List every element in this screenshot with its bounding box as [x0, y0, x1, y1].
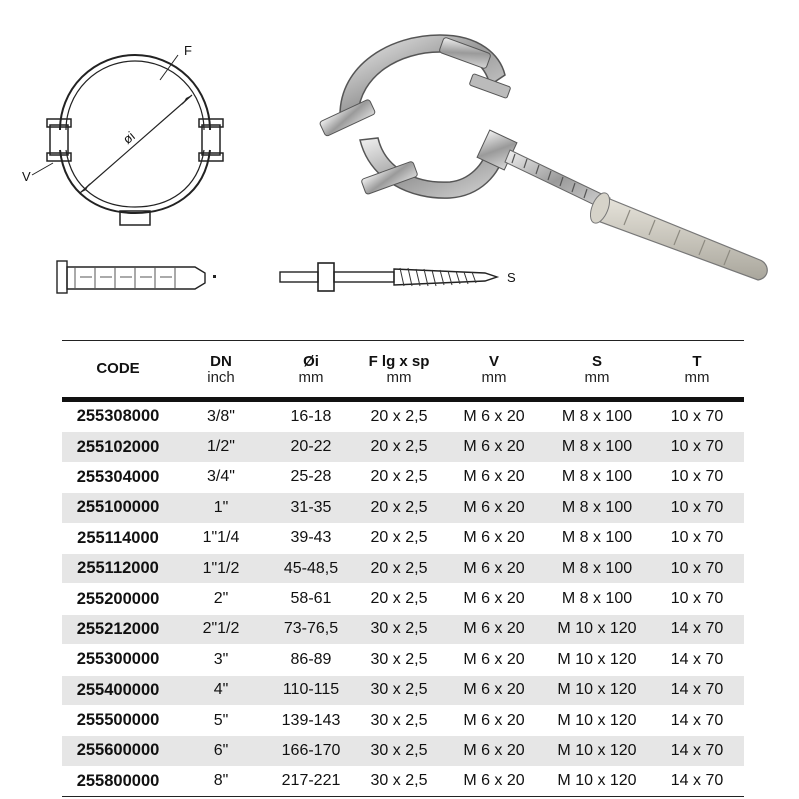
- cell-t: 14 x 70: [650, 736, 744, 766]
- cell-code: 255200000: [62, 584, 174, 614]
- cell-oi: 25-28: [268, 462, 354, 492]
- table-row: [62, 675, 744, 705]
- header-unit: mm: [298, 368, 324, 386]
- cell-v: M 6 x 20: [444, 462, 544, 492]
- cell-code: 255308000: [62, 400, 174, 432]
- cell-f: 20 x 2,5: [354, 553, 444, 583]
- cell-v: M 6 x 20: [444, 675, 544, 705]
- clamp-diagram: [20, 35, 240, 235]
- cell-t: 10 x 70: [650, 553, 744, 583]
- cell-oi: 45-48,5: [268, 553, 354, 583]
- label-s: S: [507, 270, 516, 285]
- table-row: [62, 462, 744, 492]
- cell-oi: 16-18: [268, 400, 354, 432]
- cell-t: 14 x 70: [650, 645, 744, 675]
- cell-t: 14 x 70: [650, 614, 744, 644]
- cell-oi: 110-115: [268, 675, 354, 705]
- cell-dn: 1"1/2: [174, 553, 268, 583]
- header-unit: mm: [684, 368, 710, 386]
- table-row: [62, 523, 744, 553]
- cell-code: 255600000: [62, 736, 174, 766]
- cell-dn: 3/4": [174, 462, 268, 492]
- cell-s: M 10 x 120: [544, 614, 650, 644]
- label-f: F: [184, 43, 192, 58]
- cell-oi: 20-22: [268, 432, 354, 462]
- cell-f: 20 x 2,5: [354, 523, 444, 553]
- cell-dn: 4": [174, 675, 268, 705]
- cell-dn: 1": [174, 493, 268, 523]
- header-main: T: [692, 352, 702, 370]
- cell-oi: 166-170: [268, 736, 354, 766]
- cell-oi: 86-89: [268, 645, 354, 675]
- cell-code: 255304000: [62, 462, 174, 492]
- cell-s: M 8 x 100: [544, 584, 650, 614]
- cell-v: M 6 x 20: [444, 523, 544, 553]
- header-unit: mm: [481, 368, 507, 386]
- header-unit: mm: [584, 368, 610, 386]
- cell-v: M 6 x 20: [444, 645, 544, 675]
- spec-table-body: [62, 400, 744, 797]
- cell-dn: 2": [174, 584, 268, 614]
- header-main: Øi: [303, 352, 319, 370]
- cell-s: M 8 x 100: [544, 553, 650, 583]
- cell-f: 20 x 2,5: [354, 493, 444, 523]
- cell-s: M 8 x 100: [544, 400, 650, 432]
- cell-v: M 6 x 20: [444, 614, 544, 644]
- wall-anchor-drawing: [55, 255, 230, 300]
- cell-f: 30 x 2,5: [354, 675, 444, 705]
- header-f: [354, 341, 444, 400]
- cell-v: M 6 x 20: [444, 553, 544, 583]
- cell-code: 255112000: [62, 553, 174, 583]
- cell-v: M 6 x 20: [444, 705, 544, 735]
- table-row: [62, 493, 744, 523]
- header-v: [444, 341, 544, 400]
- table-row: [62, 614, 744, 644]
- cell-oi: 31-35: [268, 493, 354, 523]
- cell-t: 14 x 70: [650, 766, 744, 796]
- table-row: [62, 705, 744, 735]
- table-row: [62, 766, 744, 796]
- header-unit: mm: [386, 368, 412, 386]
- header-t: [650, 341, 744, 400]
- cell-s: M 8 x 100: [544, 432, 650, 462]
- cell-dn: 1"1/4: [174, 523, 268, 553]
- header-row: [62, 341, 744, 400]
- header-oi: [268, 341, 354, 400]
- table-row: [62, 432, 744, 462]
- cell-f: 30 x 2,5: [354, 736, 444, 766]
- cell-dn: 3/8": [174, 400, 268, 432]
- cell-v: M 6 x 20: [444, 493, 544, 523]
- table-row: [62, 645, 744, 675]
- header-s: [544, 341, 650, 400]
- header-main: CODE: [96, 360, 140, 377]
- cell-t: 10 x 70: [650, 493, 744, 523]
- cell-s: M 8 x 100: [544, 462, 650, 492]
- cell-code: 255500000: [62, 705, 174, 735]
- cell-s: M 10 x 120: [544, 766, 650, 796]
- label-v: V: [22, 169, 31, 184]
- cell-v: M 6 x 20: [444, 766, 544, 796]
- cell-s: M 10 x 120: [544, 645, 650, 675]
- cell-oi: 217-221: [268, 766, 354, 796]
- cell-f: 30 x 2,5: [354, 645, 444, 675]
- cell-v: M 6 x 20: [444, 736, 544, 766]
- header-main: V: [488, 352, 499, 370]
- spec-table: [62, 340, 744, 797]
- table-row: [62, 736, 744, 766]
- cell-code: 255400000: [62, 675, 174, 705]
- header-dn: [174, 341, 268, 400]
- cell-t: 10 x 70: [650, 584, 744, 614]
- clamp-product-photo: [300, 20, 790, 290]
- header-unit: inch: [207, 368, 235, 386]
- spec-table-header: [62, 341, 744, 400]
- header-code: [62, 341, 174, 400]
- cell-f: 30 x 2,5: [354, 614, 444, 644]
- cell-v: M 6 x 20: [444, 400, 544, 432]
- table-row: [62, 553, 744, 583]
- cell-f: 20 x 2,5: [354, 432, 444, 462]
- header-main: S: [591, 352, 602, 370]
- cell-code: 255100000: [62, 493, 174, 523]
- cell-s: M 10 x 120: [544, 736, 650, 766]
- cell-dn: 6": [174, 736, 268, 766]
- cell-dn: 2"1/2: [174, 614, 268, 644]
- cell-code: 255102000: [62, 432, 174, 462]
- cell-t: 14 x 70: [650, 675, 744, 705]
- cell-oi: 39-43: [268, 523, 354, 553]
- cell-oi: 139-143: [268, 705, 354, 735]
- cell-f: 20 x 2,5: [354, 400, 444, 432]
- cell-oi: 73-76,5: [268, 614, 354, 644]
- cell-s: M 10 x 120: [544, 705, 650, 735]
- table-row: [62, 584, 744, 614]
- cell-t: 14 x 70: [650, 705, 744, 735]
- cell-dn: 3": [174, 645, 268, 675]
- spec-table-wrapper: [62, 340, 744, 797]
- cell-code: 255300000: [62, 645, 174, 675]
- cell-code: 255212000: [62, 614, 174, 644]
- cell-dn: 1/2": [174, 432, 268, 462]
- cell-f: 30 x 2,5: [354, 705, 444, 735]
- cell-dn: 5": [174, 705, 268, 735]
- cell-f: 30 x 2,5: [354, 766, 444, 796]
- cell-t: 10 x 70: [650, 523, 744, 553]
- cell-f: 20 x 2,5: [354, 584, 444, 614]
- cell-t: 10 x 70: [650, 432, 744, 462]
- cell-dn: 8": [174, 766, 268, 796]
- cell-s: M 8 x 100: [544, 523, 650, 553]
- header-main: DN: [210, 352, 232, 370]
- cell-f: 20 x 2,5: [354, 462, 444, 492]
- cell-code: 255800000: [62, 766, 174, 796]
- cell-t: 10 x 70: [650, 462, 744, 492]
- header-main: F lg x sp: [368, 352, 430, 370]
- cell-v: M 6 x 20: [444, 432, 544, 462]
- cell-oi: 58-61: [268, 584, 354, 614]
- cell-t: 10 x 70: [650, 400, 744, 432]
- table-row: [62, 400, 744, 432]
- cell-code: 255114000: [62, 523, 174, 553]
- cell-v: M 6 x 20: [444, 584, 544, 614]
- cell-s: M 8 x 100: [544, 493, 650, 523]
- cell-s: M 10 x 120: [544, 675, 650, 705]
- label-oi: øi: [119, 128, 138, 147]
